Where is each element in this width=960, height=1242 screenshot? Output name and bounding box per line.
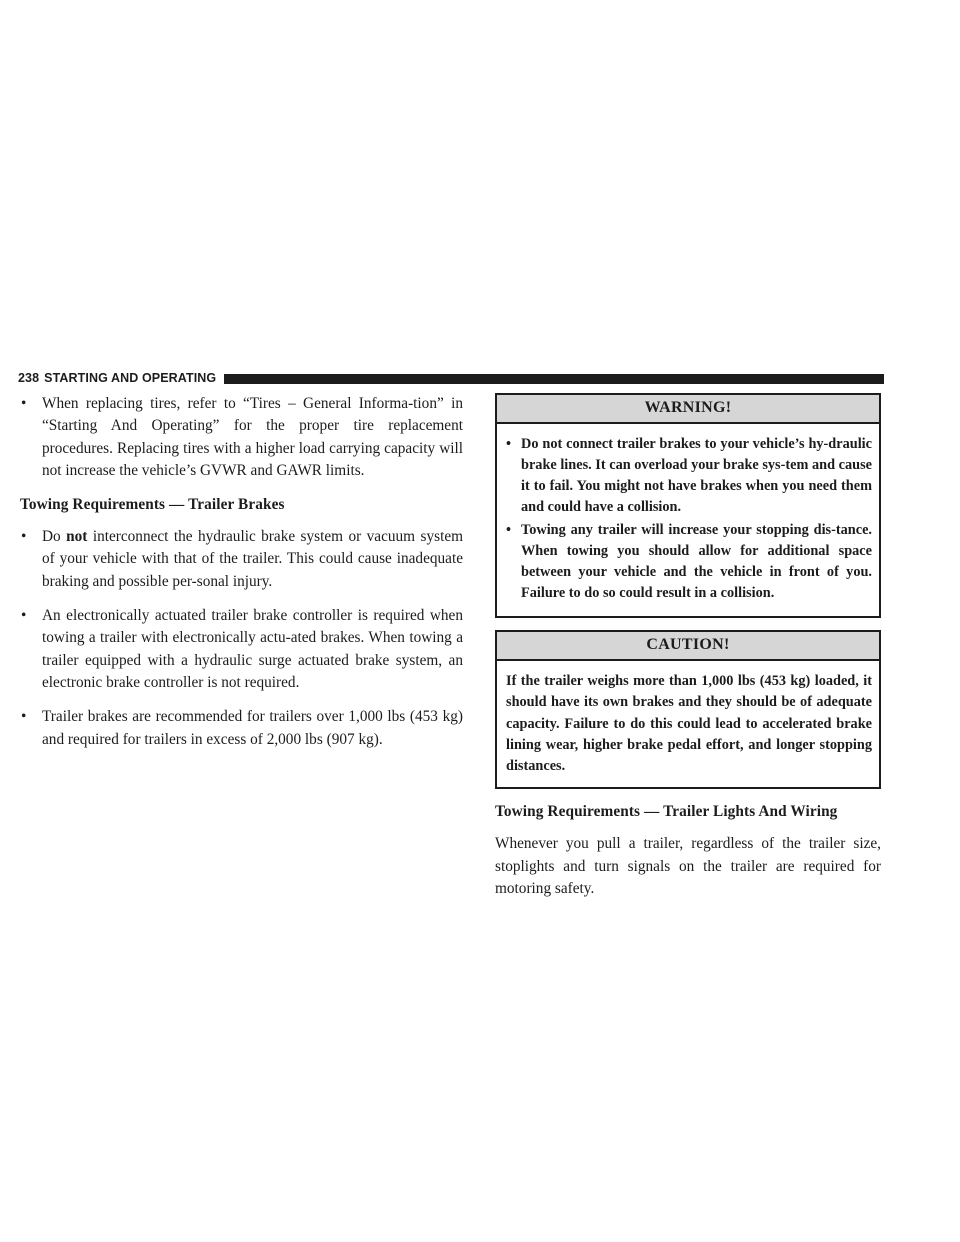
bullet-do-not-interconnect bbox=[20, 526, 463, 593]
header-rule bbox=[224, 374, 884, 384]
section-title: STARTING AND OPERATING bbox=[44, 371, 217, 385]
heading-trailer-brakes: Towing Requirements — Trailer Brakes bbox=[20, 496, 285, 514]
warning-item: • Do not connect trailer brakes to your vehicle’s hy-draulic brake lines. It can overload your brake sys-tem and cause it to fail. You might not have brakes when you need them and could have a collision. bbox=[506, 434, 872, 518]
right-column bbox=[495, 393, 881, 900]
heading-lights-wiring: Towing Requirements — Trailer Lights And Wiring bbox=[495, 803, 838, 821]
left-column bbox=[20, 393, 463, 763]
warning-box bbox=[495, 393, 881, 618]
bullet-text-post: interconnect the hydraulic brake system or vacuum system of your vehicle with that of the trailer. This could cause inadequate braking and possible per-sonal injury. bbox=[42, 528, 464, 590]
bullet-brake-controller: • An electronically actuated trailer brake controller is required when towing a trailer with electronically actu-ated brakes. When towing a trailer equipped with a hydraulic surge actuated brake system, an electronic brake controller is not required. bbox=[20, 605, 463, 694]
page-header bbox=[18, 370, 884, 386]
warning-title: WARNING! bbox=[497, 395, 879, 424]
bullet-trailer-brakes-recommended: • Trailer brakes are recommended for trailers over 1,000 lbs (453 kg) and required for trailers in excess of 2,000 lbs (907 kg). bbox=[20, 706, 463, 751]
caution-body-wrap bbox=[497, 661, 879, 787]
warning-body bbox=[497, 424, 879, 616]
paragraph-lights: Whenever you pull a trailer, regardless of the trailer size, stoplights and turn signals on the trailer are required for motoring safety. bbox=[495, 835, 881, 898]
caution-box bbox=[495, 630, 881, 789]
warning-item: • Towing any trailer will increase your stopping dis-tance. When towing you should allow for additional space between your vehicle and the vehicle in front of you. Failure to do so could result in a collision. bbox=[506, 520, 872, 604]
caution-body: If the trailer weighs more than 1,000 lbs (453 kg) loaded, it should have its own brakes and they should be of adequate capacity. Failure to do this could lead to accelerated brake lining wear, higher brake pedal effort, and longer stopping distances. bbox=[506, 673, 872, 775]
bullet-tire-replacement: • When replacing tires, refer to “Tires – General Informa-tion” in “Starting And Operating” for the proper tire replacement procedures. Replacing tires with a higher load carrying capacity will not increase the vehicle’s GVWR and GAWR limits. bbox=[20, 393, 463, 482]
caution-title: CAUTION! bbox=[497, 632, 879, 661]
page-number: 238 bbox=[18, 371, 40, 385]
bullet-text-pre: Do bbox=[42, 528, 67, 546]
bullet-text-emphasis: not bbox=[66, 528, 88, 546]
